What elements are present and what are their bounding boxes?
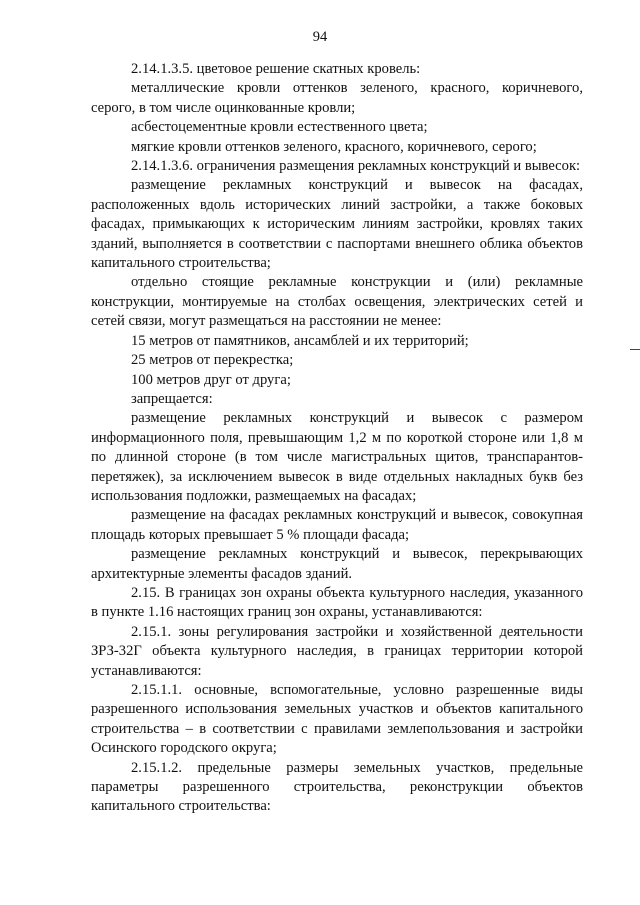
paragraph-2-15-1-1: 2.15.1.1. основные, вспомогательные, условно разрешенные виды разрешенного использования земельных участков и объектов капитального строительства – в соответствии с правилами землепользования и застройки Осинского городского округа; bbox=[91, 682, 583, 757]
paragraph-2-14-1-3-5: 2.14.1.3.5. цветовое решение скатных кровель: bbox=[131, 61, 421, 77]
margin-mark bbox=[630, 349, 640, 350]
document-body bbox=[91, 60, 583, 817]
page-number: 94 bbox=[312, 29, 328, 45]
paragraph-2-15: 2.15. В границах зон охраны объекта культурного наследия, указанного в пункте 1.16 настоящих границ зон охраны, устанавливаются: bbox=[91, 584, 583, 621]
paragraph-soft-roofs: мягкие кровли оттенков зеленого, красного, коричневого, серого; bbox=[131, 138, 537, 155]
paragraph-standalone-advertising: отдельно стоящие рекламные конструкции и (или) рекламные конструкции, монтируемые на столбах освещения, электрических сетей и сетей связи, могут размещаться на расстоянии не менее: bbox=[91, 274, 583, 330]
paragraph-2-14-1-3-6: 2.14.1.3.6. ограничения размещения рекламных конструкций и вывесок: bbox=[131, 158, 581, 175]
paragraph-info-field-size: размещение рекламных конструкций и вывесок с размером информационного поля, превышающим 1,2 м по короткой стороне или 1,8 м по длинной стороне (в том числе магистральных щитов, транспарантов-перетяжек), за исключением вывесок в виде отдельных накладных букв без использования подложки, размещаемых на фасадах; bbox=[91, 410, 583, 504]
paragraph-2-15-1: 2.15.1. зоны регулирования застройки и хозяйственной деятельности ЗРЗ-32Г объекта культурного наследия, в границах территории которой устанавливаются: bbox=[91, 623, 583, 679]
list-item-crossroad: 25 метров от перекрестка; bbox=[131, 352, 294, 369]
list-item-distance: 100 метров друг от друга; bbox=[131, 371, 291, 388]
paragraph-metal-roofs: металлические кровли оттенков зеленого, красного, коричневого, серого, в том числе оцинкованные кровли; bbox=[91, 80, 583, 116]
paragraph-prohibited: запрещается: bbox=[131, 390, 213, 407]
paragraph-facade-advertising: размещение рекламных конструкций и вывесок на фасадах, расположенных вдоль исторических линий застройки, а также боковых фасадах, примыкающих к историческим линиям застройки, кровлях таких зданий, выполняется в соответствии с паспортами внешнего облика объектов капитального строительства; bbox=[91, 177, 583, 272]
paragraph-facade-area: размещение на фасадах рекламных конструкций и вывесок, совокупная площадь которых превышает 5 % площади фасада; bbox=[91, 507, 583, 543]
list-item-monuments: 15 метров от памятников, ансамблей и их территорий; bbox=[131, 332, 469, 349]
paragraph-architectural-elements: размещение рекламных конструкций и вывесок, перекрывающих архитектурные элементы фасадов зданий. bbox=[91, 546, 583, 582]
paragraph-asbestos-roofs: асбестоцементные кровли естественного цвета; bbox=[131, 119, 428, 136]
paragraph-2-15-1-2: 2.15.1.2. предельные размеры земельных участков, предельные параметры разрешенного строительства, реконструкции объектов капитального строительства: bbox=[91, 759, 583, 815]
